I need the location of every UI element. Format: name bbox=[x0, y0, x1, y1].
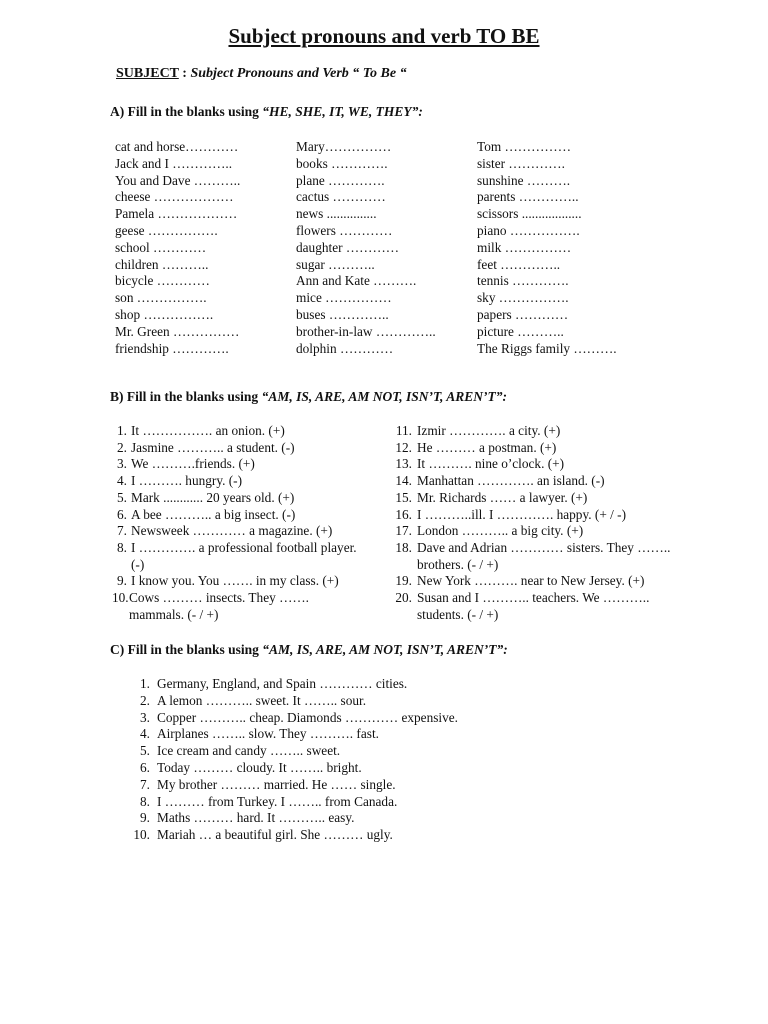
section-b-left-column bbox=[112, 423, 382, 623]
exercise-item bbox=[112, 573, 382, 590]
item-text: Airplanes …….. slow. They ………. fast. bbox=[157, 726, 379, 742]
exercise-item bbox=[124, 760, 644, 777]
item-number: 8. bbox=[117, 539, 127, 555]
exercise-item bbox=[124, 726, 644, 743]
item-number: 5. bbox=[117, 489, 127, 505]
exercise-item bbox=[112, 523, 382, 540]
item-text: Manhattan …………. an island. (-) bbox=[417, 473, 605, 489]
item-text: My brother ……… married. He …… single. bbox=[157, 776, 396, 792]
word-item: Mary…………… bbox=[296, 139, 392, 154]
exercise-item bbox=[390, 540, 720, 573]
section-b-heading bbox=[110, 389, 507, 405]
word-item: Ann and Kate ………. bbox=[296, 273, 417, 289]
section-c-heading bbox=[110, 642, 508, 658]
word-item: picture ……….. bbox=[477, 323, 564, 339]
exercise-item bbox=[112, 423, 382, 440]
item-text: I ………..ill. I …………. happy. (+ / -) bbox=[417, 506, 627, 522]
exercise-item bbox=[112, 473, 382, 490]
word-item: papers ………… bbox=[477, 306, 569, 322]
item-number: 2. bbox=[117, 439, 127, 455]
subject-label: SUBJECT bbox=[116, 66, 179, 81]
section-a-heading-quote: “HE, SHE, IT, WE, THEY”: bbox=[262, 104, 423, 119]
word-item: shop ……………. bbox=[115, 306, 214, 322]
item-text: Jasmine ……….. a student. (-) bbox=[131, 439, 295, 455]
item-number: 16. bbox=[395, 506, 412, 522]
exercise-item bbox=[124, 777, 644, 794]
item-number: 6. bbox=[140, 759, 150, 775]
word-item: plane …………. bbox=[296, 172, 385, 188]
item-text: He ……… a postman. (+) bbox=[417, 439, 557, 455]
item-text: I …………. a professional football player. (-) bbox=[131, 539, 357, 572]
word-item: feet ………….. bbox=[477, 256, 561, 272]
section-a-column-1 bbox=[115, 139, 240, 357]
item-number: 9. bbox=[140, 810, 150, 826]
word-item: cat and horse………… bbox=[115, 139, 239, 154]
word-item: sugar ……….. bbox=[296, 256, 375, 272]
word-item: sister …………. bbox=[477, 155, 565, 171]
word-item: cheese ……………… bbox=[115, 189, 234, 205]
exercise-item bbox=[390, 490, 720, 507]
word-item: Jack and I ………….. bbox=[115, 155, 233, 171]
item-text: It ……………. an onion. (+) bbox=[131, 423, 285, 438]
word-item: friendship …………. bbox=[115, 340, 229, 356]
item-text: Ice cream and candy …….. sweet. bbox=[157, 743, 341, 759]
item-number: 1. bbox=[117, 423, 127, 438]
item-number: 1. bbox=[140, 676, 150, 691]
item-number: 20. bbox=[395, 590, 412, 606]
word-item: son ……………. bbox=[115, 290, 207, 306]
item-number: 10. bbox=[133, 827, 150, 843]
page-title: Subject pronouns and verb TO BE bbox=[228, 24, 540, 48]
exercise-item bbox=[390, 423, 720, 440]
subject-text: Subject Pronouns and Verb “ To Be “ bbox=[190, 66, 407, 81]
section-a-heading bbox=[110, 104, 423, 120]
exercise-item bbox=[112, 590, 382, 623]
item-text: Cows ……… insects. They ……. mammals. (- / +) bbox=[129, 590, 309, 622]
item-text: Germany, England, and Spain ………… cities. bbox=[157, 676, 408, 691]
word-item: scissors .................. bbox=[477, 206, 582, 222]
item-text: A lemon ……….. sweet. It …….. sour. bbox=[157, 692, 367, 708]
item-text: Mariah … a beautiful girl. She ……… ugly. bbox=[157, 827, 393, 843]
item-text: Copper ……….. cheap. Diamonds ………… expensive. bbox=[157, 709, 458, 725]
word-item: school ………… bbox=[115, 239, 207, 255]
item-text: London ……….. a big city. (+) bbox=[417, 523, 584, 539]
word-item: milk …………… bbox=[477, 239, 572, 255]
exercise-item bbox=[390, 473, 720, 490]
word-item: geese ……………. bbox=[115, 222, 218, 238]
word-item: children ……….. bbox=[115, 256, 209, 272]
exercise-item bbox=[112, 456, 382, 473]
exercise-item bbox=[112, 507, 382, 524]
exercise-item bbox=[112, 540, 382, 573]
item-number: 6. bbox=[117, 506, 127, 522]
exercise-item bbox=[124, 676, 644, 693]
exercise-item bbox=[124, 743, 644, 760]
word-item: tennis …………. bbox=[477, 273, 569, 289]
item-number: 15. bbox=[395, 489, 412, 505]
item-text: Susan and I ……….. teachers. We ……….. students. (- / +) bbox=[417, 590, 650, 622]
item-number: 9. bbox=[117, 573, 127, 589]
subject-line bbox=[116, 66, 407, 82]
item-number: 7. bbox=[117, 523, 127, 539]
section-b-right-column bbox=[390, 423, 720, 623]
section-a-column-2 bbox=[296, 139, 436, 357]
word-item: flowers ………… bbox=[296, 222, 393, 238]
section-a-column-3 bbox=[477, 139, 617, 357]
word-item: cactus ………… bbox=[296, 189, 386, 205]
exercise-item bbox=[124, 693, 644, 710]
exercise-item bbox=[112, 440, 382, 457]
item-text: A bee ……….. a big insect. (-) bbox=[131, 506, 296, 522]
item-number: 8. bbox=[140, 793, 150, 809]
item-number: 4. bbox=[140, 726, 150, 742]
word-item: Pamela ……………… bbox=[115, 206, 238, 222]
exercise-item bbox=[124, 810, 644, 827]
exercise-item bbox=[390, 523, 720, 540]
word-item: You and Dave ……….. bbox=[115, 172, 241, 188]
section-b-heading-quote: “AM, IS, ARE, AM NOT, ISN’T, AREN’T”: bbox=[261, 389, 507, 404]
word-item: parents ………….. bbox=[477, 189, 579, 205]
item-number: 5. bbox=[140, 743, 150, 759]
item-text: Today ……… cloudy. It …….. bright. bbox=[157, 759, 362, 775]
item-number: 2. bbox=[140, 692, 150, 708]
word-item: sky ……………. bbox=[477, 290, 569, 306]
section-c-list bbox=[124, 676, 644, 844]
exercise-item bbox=[390, 573, 720, 590]
word-item: Mr. Green …………… bbox=[115, 323, 240, 339]
item-text: I ………. hungry. (-) bbox=[131, 473, 243, 489]
item-text: Maths ……… hard. It ……….. easy. bbox=[157, 810, 355, 826]
item-number: 17. bbox=[395, 523, 412, 539]
item-text: Dave and Adrian ………… sisters. They …….. brothers. (- / +) bbox=[417, 539, 671, 572]
word-item: buses ………….. bbox=[296, 306, 389, 322]
item-number: 12. bbox=[395, 439, 412, 455]
section-a-heading-prefix: A) Fill in the blanks using bbox=[110, 104, 263, 119]
word-item: news ............... bbox=[296, 206, 377, 222]
word-item: brother-in-law ………….. bbox=[296, 323, 436, 339]
word-item: Tom …………… bbox=[477, 139, 571, 154]
exercise-item bbox=[390, 440, 720, 457]
item-text: We ……….friends. (+) bbox=[131, 456, 255, 472]
item-number: 13. bbox=[395, 456, 412, 472]
exercise-item bbox=[124, 710, 644, 727]
word-item: piano ……………. bbox=[477, 222, 580, 238]
item-number: 18. bbox=[395, 539, 412, 555]
item-number: 7. bbox=[140, 776, 150, 792]
section-c-heading-quote: “AM, IS, ARE, AM NOT, ISN’T, AREN’T”: bbox=[262, 642, 508, 657]
item-text: Mr. Richards …… a lawyer. (+) bbox=[417, 489, 588, 505]
word-item: books …………. bbox=[296, 155, 388, 171]
subject-separator: : bbox=[178, 66, 191, 81]
word-item: sunshine ………. bbox=[477, 172, 571, 188]
word-item: daughter ………… bbox=[296, 239, 400, 255]
item-text: I know you. You ……. in my class. (+) bbox=[131, 573, 339, 589]
exercise-item bbox=[390, 456, 720, 473]
item-text: I ……… from Turkey. I …….. from Canada. bbox=[157, 793, 398, 809]
exercise-item bbox=[112, 490, 382, 507]
item-number: 3. bbox=[140, 709, 150, 725]
item-number: 3. bbox=[117, 456, 127, 472]
section-b-heading-prefix: B) Fill in the blanks using bbox=[110, 389, 262, 404]
item-number: 14. bbox=[395, 473, 412, 489]
item-text: Izmir …………. a city. (+) bbox=[417, 423, 561, 438]
word-item: dolphin ………… bbox=[296, 340, 394, 356]
word-item: mice …………… bbox=[296, 290, 392, 306]
item-number: 4. bbox=[117, 473, 127, 489]
item-number: 10. bbox=[112, 590, 129, 606]
section-c-heading-prefix: C) Fill in the blanks using bbox=[110, 642, 263, 657]
exercise-item bbox=[390, 507, 720, 524]
item-text: New York ………. near to New Jersey. (+) bbox=[417, 573, 645, 589]
exercise-item bbox=[390, 590, 720, 623]
word-item: The Riggs family ………. bbox=[477, 340, 617, 356]
item-text: Newsweek ………… a magazine. (+) bbox=[131, 523, 333, 539]
item-number: 11. bbox=[395, 423, 412, 438]
word-item: bicycle ………… bbox=[115, 273, 210, 289]
item-text: It ………. nine o’clock. (+) bbox=[417, 456, 565, 472]
exercise-item bbox=[124, 794, 644, 811]
item-text: Mark ............ 20 years old. (+) bbox=[131, 489, 295, 505]
exercise-item bbox=[124, 827, 644, 844]
item-number: 19. bbox=[395, 573, 412, 589]
